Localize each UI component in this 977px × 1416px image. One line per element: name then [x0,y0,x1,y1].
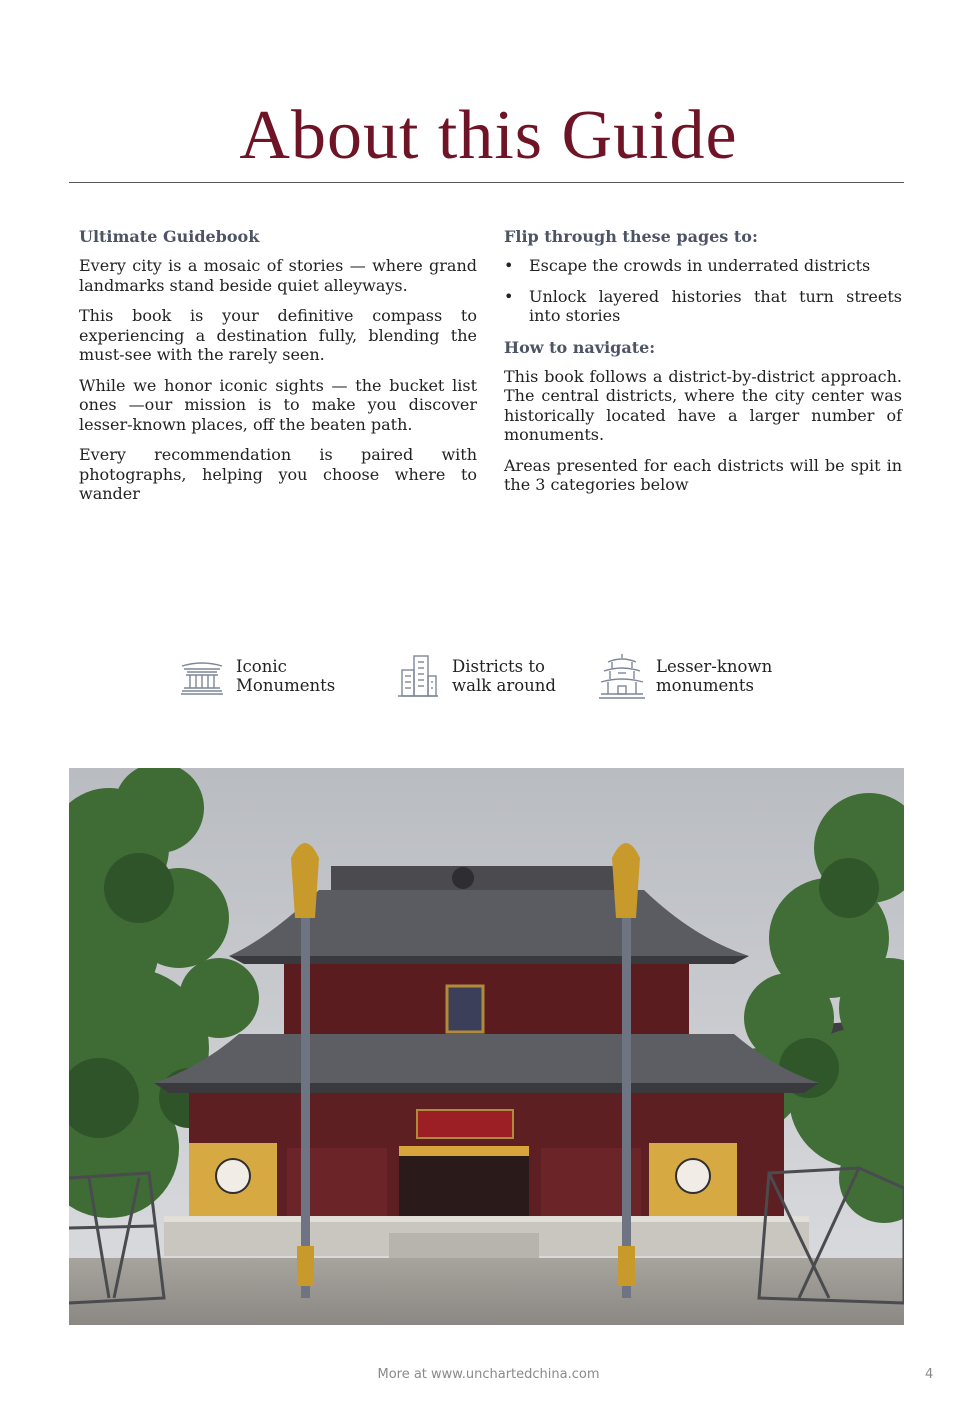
temple-photo [69,768,904,1325]
category-label-line2: Monuments [236,676,336,695]
list-item: • Escape the crowds in underrated districts [504,256,902,276]
flip-through-heading: Flip through these pages to: [504,227,758,246]
navigate-paragraph-1: This book follows a district-by-district approach. The central districts, where the city center was historically located have a larger number of monuments. [504,366,902,444]
intro-paragraph-2: This book is your definitive compass to experiencing a destination fully, blending the must-see with the rarely seen. [79,306,477,364]
category-label-line1: Lesser-known [656,656,773,676]
ultimate-guidebook-heading: Ultimate Guidebook [79,227,260,246]
page-number: 4 [925,1367,934,1382]
category-label-line2: monuments [656,676,754,695]
intro-paragraph-1: Every city is a mosaic of stories — where grand landmarks stand beside quiet alleyways. [79,256,477,295]
temple-icon [178,652,226,700]
list-item: • Unlock layered histories that turn streets into stories [504,287,902,326]
right-column [504,226,902,506]
temple-illustration [69,768,904,1325]
left-column [79,226,477,515]
footer-link[interactable]: More at www.unchartedchina.com [377,1367,600,1382]
page-title: About this Guide [239,97,738,174]
pagoda-icon [598,652,646,700]
navigate-paragraph-2: Areas presented for each districts will be spit in the 3 categories below [504,455,902,494]
category-legend [0,652,977,712]
intro-paragraph-3: While we honor iconic sights — the bucket list ones —our mission is to make you discover lesser-known places, off the beaten path. [79,375,477,434]
intro-paragraph-4: Every recommendation is paired with photographs, helping you choose where to wander [79,445,477,503]
category-label-line1: Districts to [452,656,545,676]
category-label-line2: walk around [452,676,556,695]
buildings-icon [394,652,442,700]
how-to-navigate-heading: How to navigate: [504,337,656,357]
category-districts [394,652,577,700]
category-iconic-monuments [178,652,361,700]
category-lesser-known [598,652,781,700]
title-divider [69,182,904,183]
category-label-line1: Iconic [236,656,287,676]
benefits-list [504,256,902,326]
